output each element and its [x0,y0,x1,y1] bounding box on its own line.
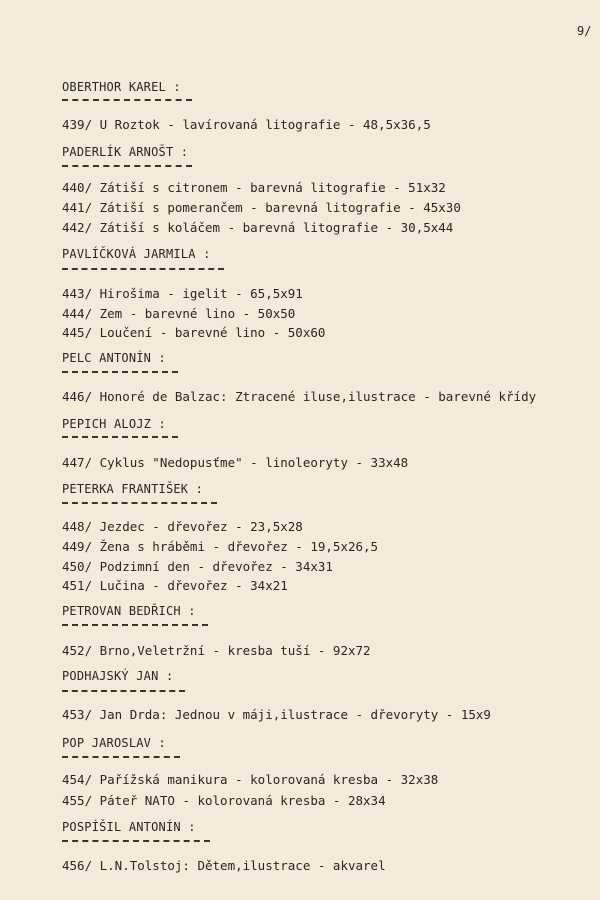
heading-underline [62,436,178,438]
artist-heading: PETERKA FRANTIŠEK : [62,482,204,496]
heading-underline [62,624,208,626]
artist-heading: POP JAROSLAV : [62,736,166,750]
catalog-entry: 454/ Pařížská manikura - kolorovaná kresba - 32x38 [62,772,439,787]
heading-underline [62,690,185,692]
catalog-entry: 450/ Podzimní den - dřevořez - 34x31 [62,559,333,574]
catalog-entry: 440/ Zátiší s citronem - barevná litografie - 51x32 [62,180,446,195]
heading-underline [62,268,224,270]
heading-underline [62,165,192,167]
catalog-entry: 453/ Jan Drda: Jednou v máji,ilustrace - dřevoryty - 15x9 [62,707,491,722]
catalog-entry: 455/ Páteř NATO - kolorovaná kresba - 28x34 [62,793,386,808]
catalog-entry: 449/ Žena s hráběmi - dřevořez - 19,5x26,5 [62,539,379,554]
artist-heading: PELC ANTONÍN : [62,351,166,365]
catalog-entry: 439/ U Roztok - lavírovaná litografie - 48,5x36,5 [62,117,431,132]
page-number: 9/ [577,24,592,38]
artist-heading: PEPICH ALOJZ : [62,417,166,431]
heading-underline [62,371,178,373]
catalog-entry: 446/ Honoré de Balzac: Ztracené iluse,ilustrace - barevné křídy [62,389,537,404]
artist-heading: PETROVAN BEDŘICH : [62,604,196,618]
artist-heading: PAVLÍČKOVÁ JARMILA : [62,247,211,261]
catalog-entry: 443/ Hirošima - igelit - 65,5x91 [62,286,303,301]
artist-heading: POSPÍŠIL ANTONÍN : [62,820,196,834]
catalog-entry: 456/ L.N.Tolstoj: Dětem,ilustrace - akvarel [62,858,386,873]
catalog-entry: 448/ Jezdec - dřevořez - 23,5x28 [62,519,303,534]
catalog-entry: 451/ Lučina - dřevořez - 34x21 [62,578,288,593]
heading-underline [62,502,217,504]
heading-underline [62,99,192,101]
catalog-entry: 452/ Brno,Veletržní - kresba tuší - 92x72 [62,643,371,658]
catalog-entry: 447/ Cyklus "Nedopusťme" - linoleoryty - 33x48 [62,455,409,470]
artist-heading: PADERLÍK ARNOŠT : [62,145,189,159]
catalog-entry: 444/ Zem - barevné lino - 50x50 [62,306,296,321]
catalog-entry: 445/ Loučení - barevné lino - 50x60 [62,325,326,340]
artist-heading: OBERTHOR KAREL : [62,80,181,94]
catalog-entry: 441/ Zátiší s pomerančem - barevná litografie - 45x30 [62,200,461,215]
artist-heading: PODHAJSKÝ JAN : [62,669,174,683]
heading-underline [62,756,180,758]
catalog-entry: 442/ Zátiší s koláčem - barevná litografie - 30,5x44 [62,220,454,235]
heading-underline [62,840,210,842]
